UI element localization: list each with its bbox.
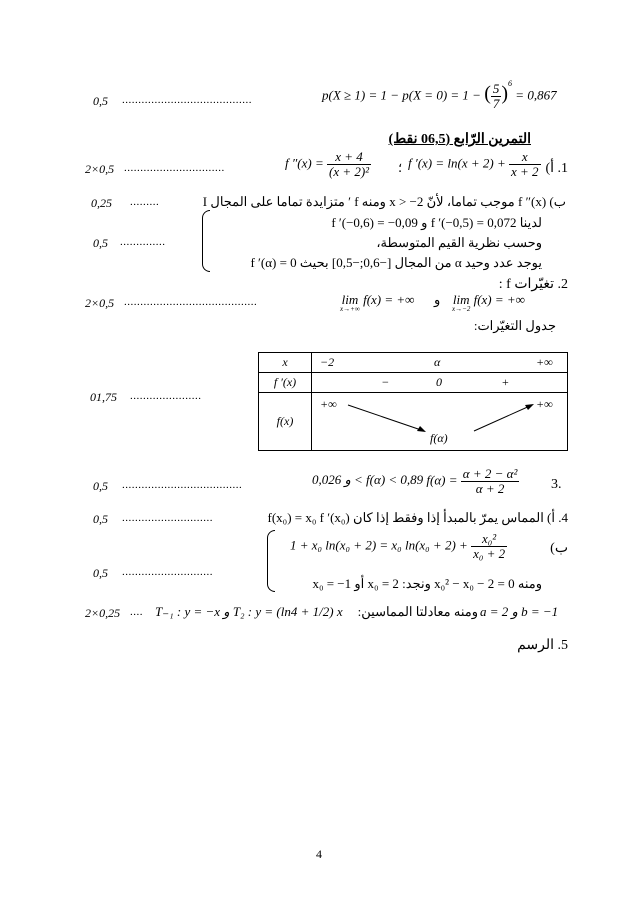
lim1-block: [452, 292, 470, 313]
q4c-values: a = 2 و b = −1: [480, 604, 559, 619]
variation-table-title: جدول التغيّرات:: [473, 318, 556, 333]
x-val-alpha: α: [434, 355, 441, 369]
arrow-increasing: [472, 403, 536, 435]
lim-minus-2: [452, 292, 525, 313]
brace-q1b: [202, 210, 210, 272]
f-val-plusinf-right: +∞: [536, 397, 553, 411]
f-val-plusinf-left: +∞: [320, 397, 337, 411]
separator: ؛: [398, 160, 403, 175]
lim2-word: lim: [341, 292, 359, 307]
q4a-text: 4. أ) المماس يمرّ بالمبدأ إذا وفقط إذا كان f(x₀) = x₀ f ′(x₀): [267, 510, 568, 525]
q4c-text: ومنه معادلتا المماسين:: [357, 604, 478, 619]
q4b-label: ب): [550, 541, 568, 556]
q3-formula: [312, 467, 519, 496]
x-val-minus2: −2: [320, 355, 335, 369]
points-q4c: 2×0,25: [85, 606, 121, 620]
q1b-line1: لدينا f ′(−0,5) = 0,072 و f ′(−0,6) = −0,09: [331, 215, 542, 230]
q4b-den: x₀ + 2: [473, 546, 506, 561]
row-x-values: [312, 353, 568, 373]
dots-q4c: ....: [130, 606, 143, 618]
frac-num: 5: [492, 81, 500, 96]
dots-q4a: ............................: [122, 512, 213, 524]
paren-close: ): [501, 82, 509, 105]
row-f: [259, 393, 568, 451]
points-table: 01,75: [90, 390, 117, 404]
lim2-block: [340, 292, 360, 313]
x-val-plusinf: +∞: [536, 355, 553, 369]
q3-num: α + 2 − α²: [462, 466, 518, 481]
row-x: [259, 353, 568, 373]
q4b-line1-lhs: 1 + x₀ ln(x₀ + 2) = x₀ ln(x₀ + 2) +: [290, 537, 468, 553]
f-val-falpha: f(α): [430, 431, 448, 445]
q1b-line2: وحسب نظرية القيم المتوسطة،: [376, 235, 542, 250]
formula-prob: [322, 79, 557, 111]
q4b-num: x₀²: [471, 532, 507, 547]
sign-zero: 0: [436, 375, 442, 389]
dots-q1b: .........: [130, 196, 160, 208]
q4b-line2: ومنه x₀² − x₀ − 2 = 0 ونجد: x₀ = 2 أو x₀ = −1: [312, 576, 542, 591]
frac-fprime: [509, 150, 541, 179]
q1b-line3: يوجد عدد وحيد α من المجال [−0,6;−0,5] بحيث f ′(α) = 0: [250, 255, 542, 270]
q5-text: 5. الرسم: [517, 638, 568, 653]
brace-q4b: [267, 530, 275, 592]
frac-5-7: [491, 82, 502, 111]
lim2-sub: x→+∞: [340, 305, 360, 313]
row-x-label: x: [259, 353, 312, 373]
fprime-lhs: f ′(x) = ln(x + 2) +: [408, 155, 506, 171]
dots-q4b: ............................: [122, 566, 213, 578]
points-q1b-cont: 0,5: [93, 236, 108, 250]
dots-q1b-cont: ..............: [120, 236, 166, 248]
formula-fprime: [408, 150, 541, 179]
row-f-values: [312, 393, 568, 451]
exercise-heading: التمرين الرّابع (06,5 نقط): [388, 132, 531, 147]
formula-prob-rhs: = 0,867: [515, 87, 557, 103]
frac-den: 7: [492, 96, 500, 111]
lim1-sub: x→−2: [452, 305, 471, 313]
fprime-num: x: [509, 150, 541, 165]
limits-conj: و: [434, 292, 441, 307]
points-q1b: 0,25: [91, 196, 112, 210]
q3-label: 3.: [551, 477, 562, 492]
row-f-label: f(x): [259, 393, 312, 451]
frac-q3: [461, 467, 520, 496]
fsecond-den: (x + 2)²: [328, 164, 370, 179]
points-q2: 2×0,5: [85, 296, 115, 310]
points-prob: 0,5: [93, 94, 108, 108]
variation-table: [258, 352, 568, 451]
row-fprime-values: [312, 373, 568, 393]
dots-table: ......................: [130, 390, 202, 402]
formula-prob-lhs: p(X ≥ 1) = 1 − p(X = 0) = 1 −: [322, 87, 481, 103]
dots-q2: .........................................: [124, 296, 258, 308]
q3-den: α + 2: [475, 481, 505, 496]
q1b-text: ب) f ″(x) موجب تماما، لأنّ x > −2 ومنه f ′ متزايدة تماما على المجال I: [202, 194, 566, 209]
fprime-den: x + 2: [511, 164, 539, 179]
q1a-label: 1. أ): [545, 161, 568, 176]
dots-prob: ........................................: [122, 94, 252, 106]
fsecond-num: x + 4: [327, 150, 371, 165]
sign-plus: +: [502, 375, 509, 389]
arrow-decreasing: [346, 403, 430, 435]
q4b-line1: [290, 532, 507, 561]
points-q3: 0,5: [93, 479, 108, 493]
lim-plus-inf: [340, 292, 414, 313]
lim1-expr: f(x) = +∞: [473, 292, 525, 307]
fsecond-lhs: f ″(x) =: [285, 155, 324, 171]
q2-label: 2. تغيّرات f :: [498, 277, 568, 292]
points-q4a: 0,5: [93, 512, 108, 526]
dots-q3: .....................................: [122, 479, 243, 491]
formula-fsecond: [285, 150, 371, 179]
q4c-tangents: T₋₁ : y = −x و T₂ : y = (ln4 + 1/2) x: [155, 604, 343, 619]
points-q4b: 0,5: [93, 566, 108, 580]
sign-minus: −: [382, 375, 389, 389]
row-fprime: [259, 373, 568, 393]
lim2-expr: f(x) = +∞: [363, 292, 415, 307]
frac-q4b: [471, 532, 507, 561]
q3-rest: و 0,026 < f(α) < 0,89: [312, 472, 424, 488]
paren-open: (: [484, 82, 491, 105]
q3-falpha: f(α) =: [426, 472, 458, 488]
page-number: 4: [316, 847, 322, 861]
exponent: 6: [508, 79, 513, 89]
dots-q1a: ...............................: [124, 162, 225, 174]
row-fprime-label: f ′(x): [259, 373, 312, 393]
points-q1a: 2×0,5: [85, 162, 115, 176]
frac-fsecond: [327, 150, 371, 179]
lim1-word: lim: [452, 292, 470, 307]
